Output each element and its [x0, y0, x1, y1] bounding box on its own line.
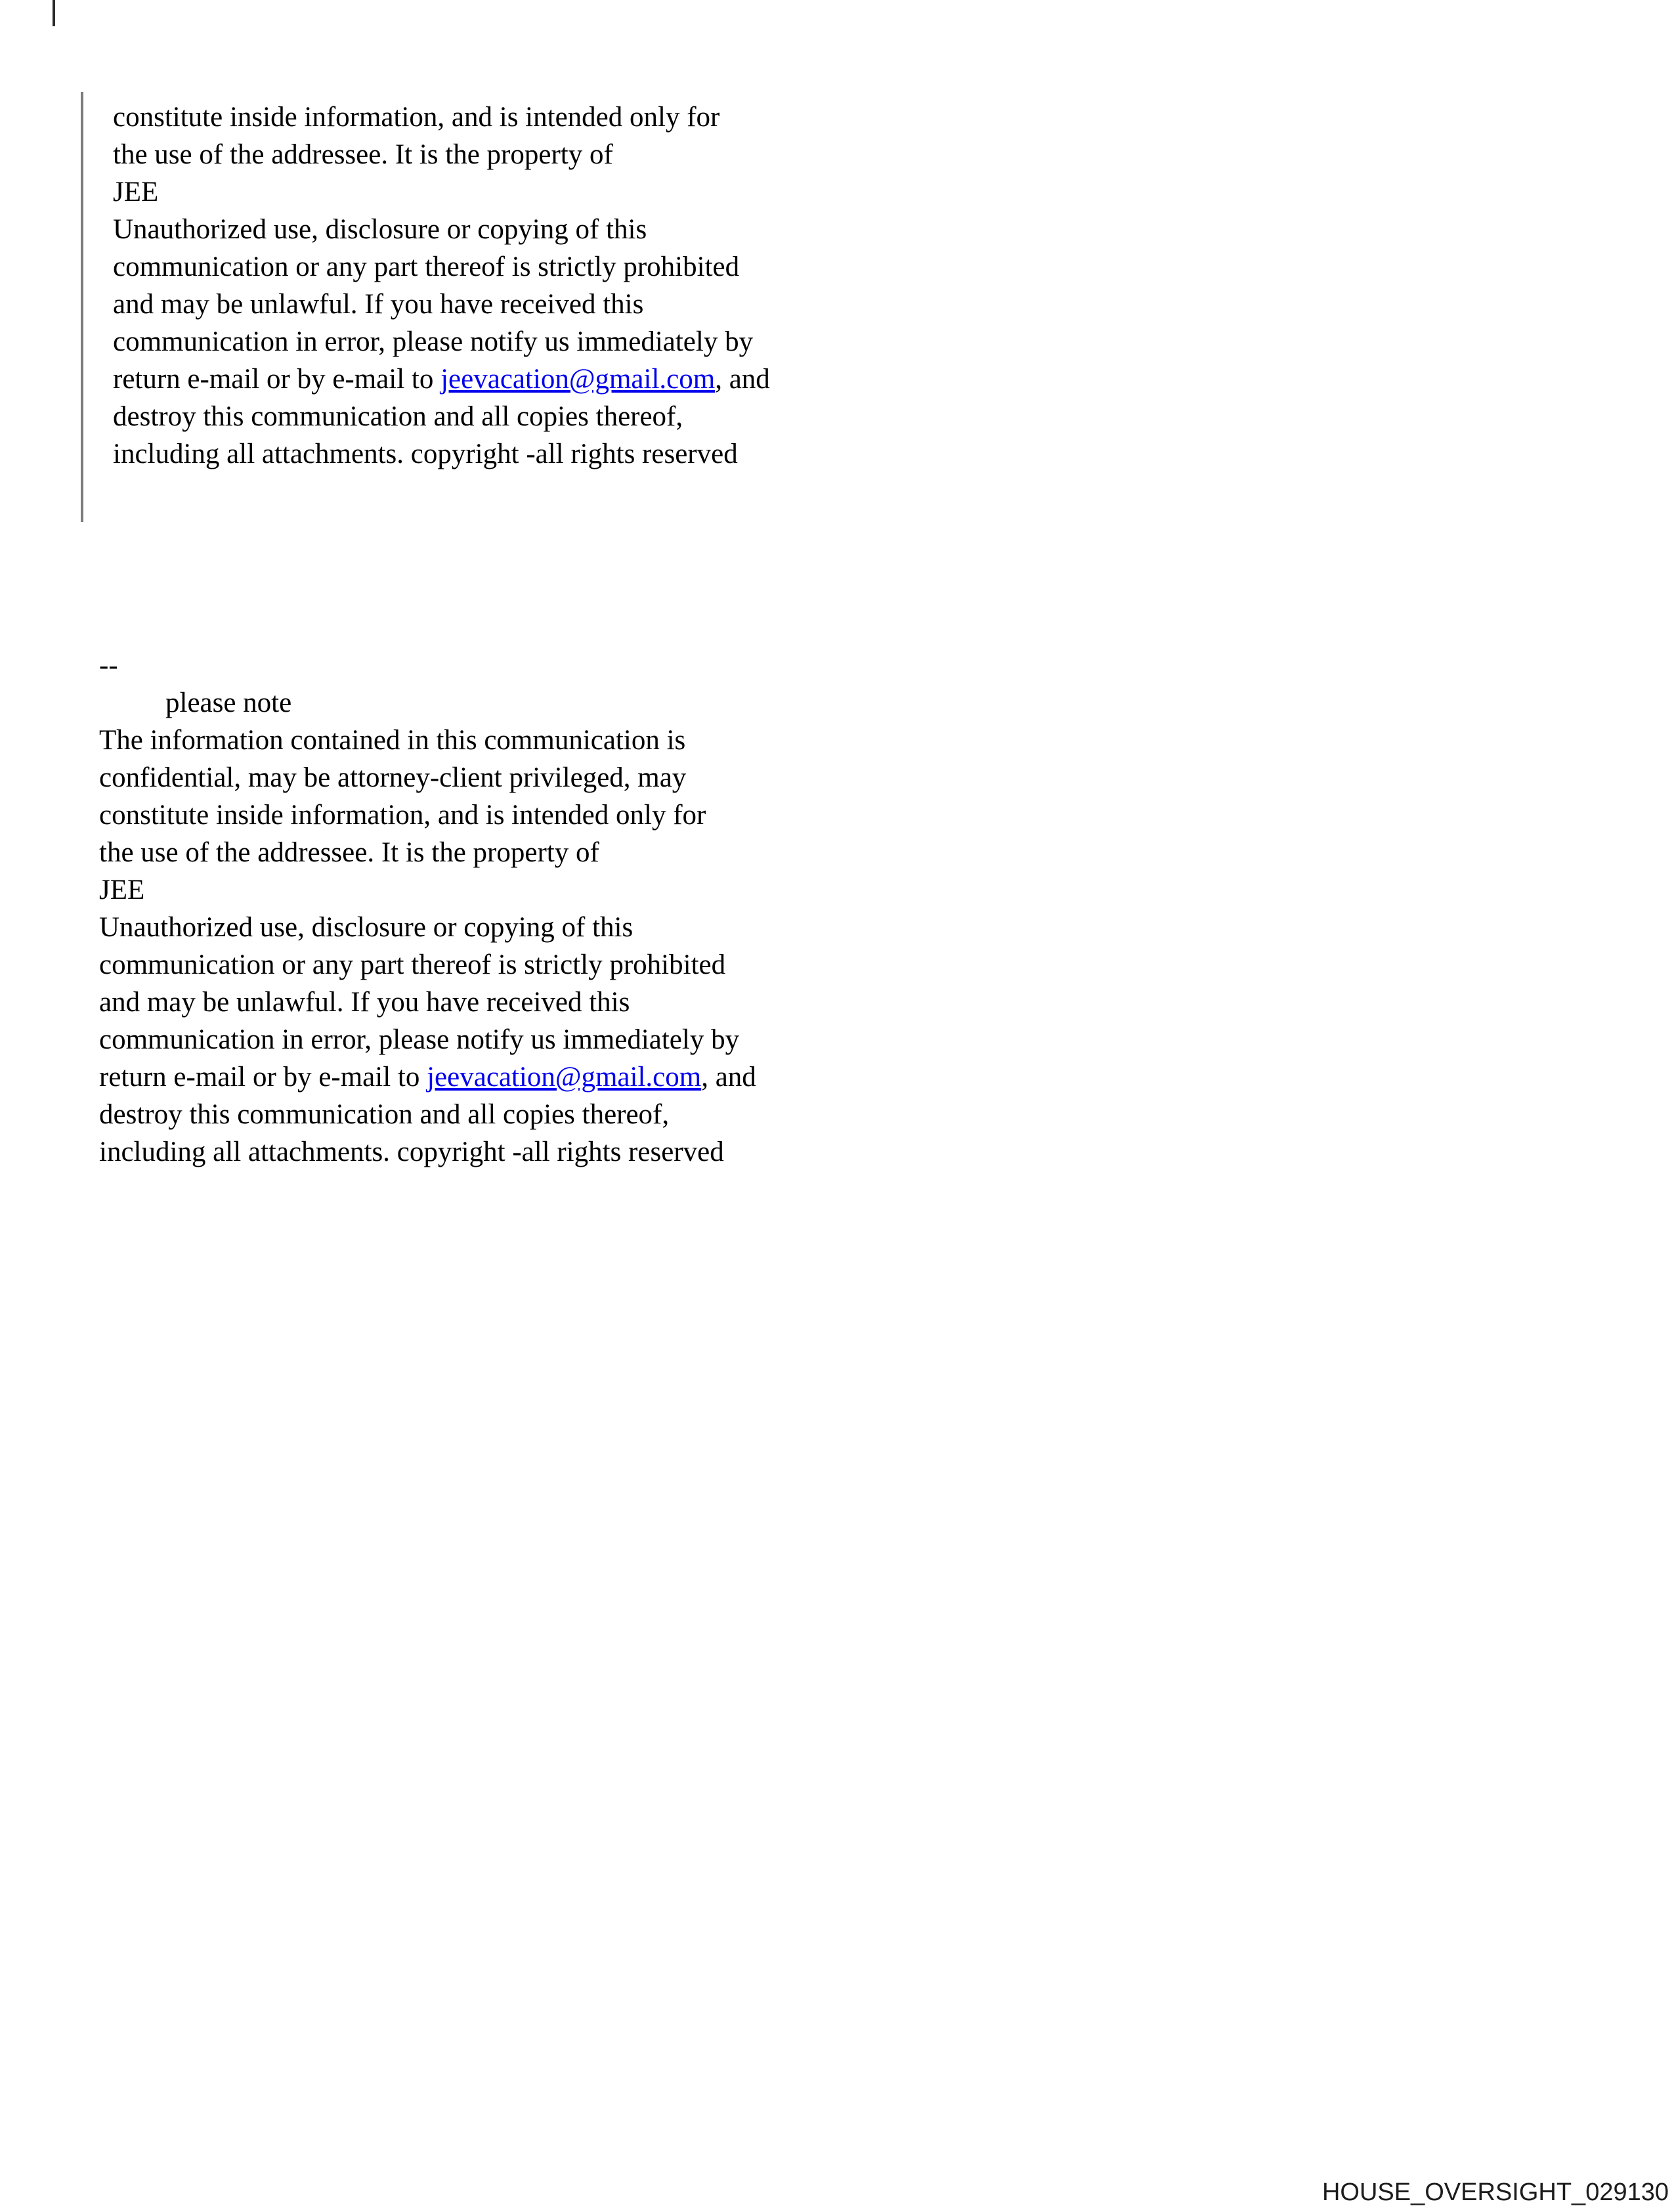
- bates-number: HOUSE_OVERSIGHT_029130: [1321, 2179, 1669, 2206]
- disclaimer-line: including all attachments. copyright -all rights reserved: [99, 1137, 724, 1167]
- disclaimer-line: JEE: [99, 875, 145, 905]
- link-line-prefix: return e-mail or by e-mail to: [113, 364, 441, 395]
- disclaimer-line: constitute inside information, and is intended only for: [113, 102, 720, 133]
- link-line-prefix: return e-mail or by e-mail to: [99, 1062, 427, 1093]
- signature-separator: --: [99, 650, 118, 681]
- disclaimer-line: destroy this communication and all copies thereof,: [99, 1099, 670, 1130]
- disclaimer-line: including all attachments. copyright -all rights reserved: [113, 439, 738, 469]
- disclaimer-line: Unauthorized use, disclosure or copying of this: [113, 214, 647, 245]
- disclaimer-line: destroy this communication and all copies thereof,: [113, 401, 683, 432]
- quote-indent-bar: [81, 92, 83, 522]
- disclaimer-line: and may be unlawful. If you have received this: [99, 987, 630, 1018]
- email-link[interactable]: jeevacation@gmail.com: [440, 364, 716, 395]
- disclaimer-line: communication or any part thereof is strictly prohibited: [113, 251, 740, 282]
- disclaimer-line: the use of the addressee. It is the property of: [113, 139, 613, 170]
- quoted-disclaimer-block: [113, 98, 770, 473]
- scan-artifact-mark: [53, 0, 55, 26]
- signature-disclaimer-block: [99, 647, 756, 1171]
- disclaimer-line: confidential, may be attorney-client privileged, may: [99, 762, 687, 793]
- link-line-suffix: , and: [715, 364, 770, 395]
- disclaimer-line: communication in error, please notify us immediately by: [99, 1024, 740, 1055]
- please-note-label: please note: [165, 687, 292, 718]
- disclaimer-link-line: [113, 360, 770, 398]
- disclaimer-line: communication in error, please notify us immediately by: [113, 326, 754, 357]
- disclaimer-line: JEE: [113, 177, 159, 207]
- disclaimer-line: Unauthorized use, disclosure or copying of this: [99, 912, 633, 943]
- disclaimer-link-line: [99, 1058, 756, 1096]
- disclaimer-line: the use of the addressee. It is the property of: [99, 837, 599, 868]
- email-link[interactable]: jeevacation@gmail.com: [427, 1062, 702, 1093]
- link-line-suffix: , and: [701, 1062, 756, 1093]
- disclaimer-line: The information contained in this communication is: [99, 725, 686, 756]
- disclaimer-line: and may be unlawful. If you have received this: [113, 289, 644, 320]
- disclaimer-line: communication or any part thereof is strictly prohibited: [99, 949, 726, 980]
- disclaimer-line: constitute inside information, and is intended only for: [99, 800, 706, 831]
